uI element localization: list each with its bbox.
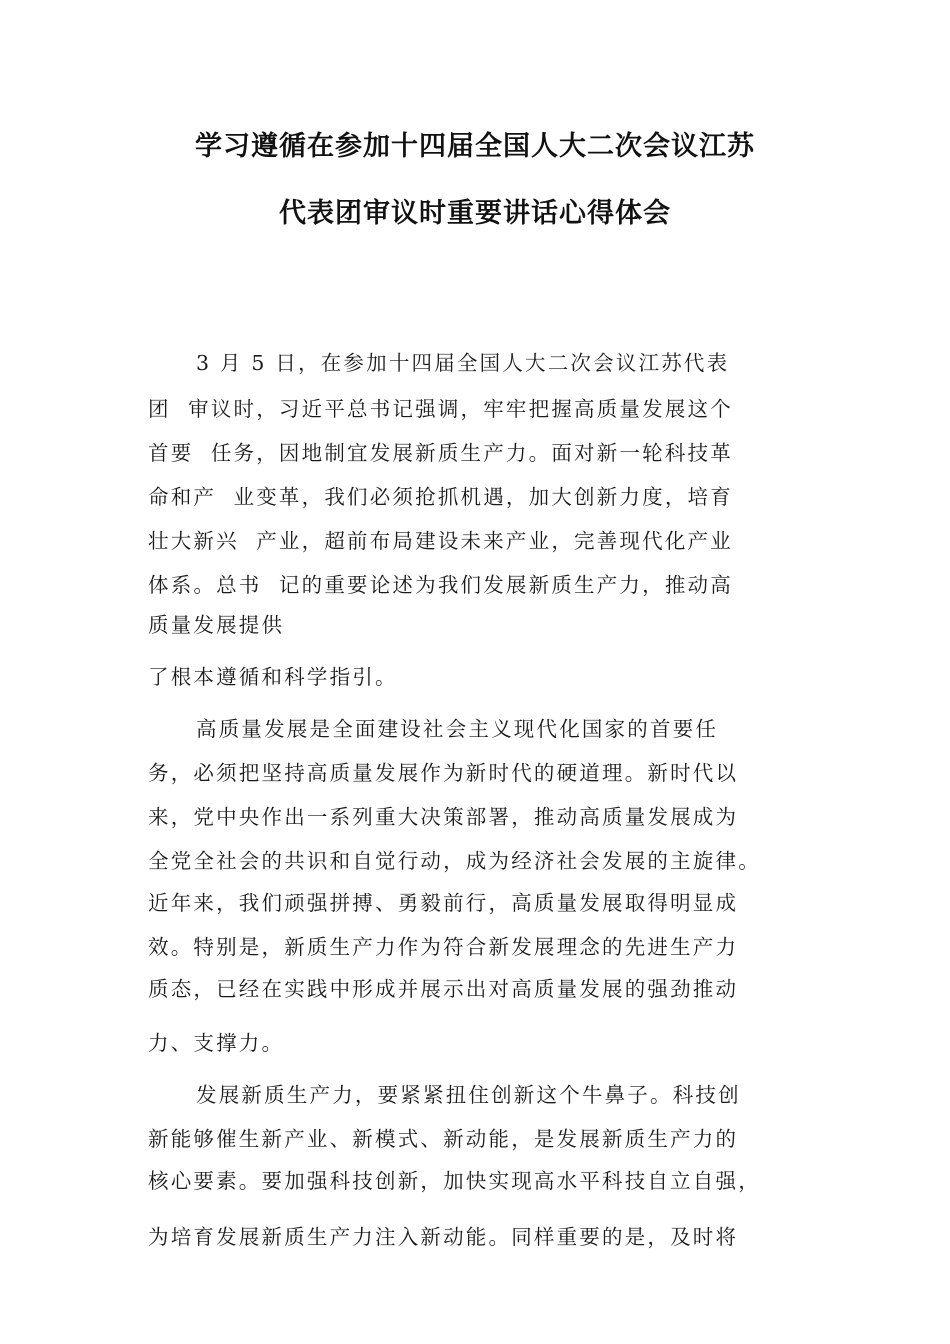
paragraph-1-line-8: 了根本遵循和科学指引。: [148, 665, 398, 689]
paragraph-1-line-2: 团 审议时，习近平总书记强调，牢牢把握高质量发展这个: [148, 397, 733, 421]
paragraph-3-line-1: 发展新质生产力，要紧紧扭住创新这个牛鼻子。科技创: [196, 1083, 741, 1107]
paragraph-1-line-4: 命和产 业变革，我们必须抢抓机遇，加大创新力度，培育: [148, 485, 733, 509]
paragraph-3-line-3: 核心要素。要加强科技创新，加快实现高水平科技自立自强，: [148, 1169, 761, 1193]
paragraph-1-line-1: 3 月 5 日，在参加十四届全国人大二次会议江苏代表: [196, 351, 730, 375]
paragraph-2-line-7: 质态，已经在实践中形成并展示出对高质量发展的强劲推动: [148, 977, 739, 1001]
paragraph-3-line-2: 新能够催生新产业、新模式、新动能，是发展新质生产力的: [148, 1127, 739, 1151]
paragraph-2-line-4: 全党全社会的共识和自觉行动，成为经济社会发展的主旋律。: [148, 849, 761, 873]
paragraph-1-line-6: 体系。总书 记的重要论述为我们发展新质生产力，推动高: [148, 573, 733, 597]
document-title-line-1: 学习遵循在参加十四届全国人大二次会议江苏: [195, 131, 755, 162]
paragraph-1-line-3: 首要 任务，因地制宜发展新质生产力。面对新一轮科技革: [148, 441, 733, 465]
paragraph-1-line-7: 质量发展提供: [148, 613, 285, 637]
paragraph-2-line-6: 效。特别是，新质生产力作为符合新发展理念的先进生产力: [148, 935, 739, 959]
paragraph-2-line-3: 来，党中央作出一系列重大决策部署，推动高质量发展成为: [148, 805, 739, 829]
paragraph-2-line-8: 力、支撑力。: [148, 1031, 285, 1055]
paragraph-2-line-5: 近年来，我们顽强拼搏、勇毅前行，高质量发展取得明显成: [148, 891, 739, 915]
paragraph-2-line-2: 务，必须把坚持高质量发展作为新时代的硬道理。新时代以: [148, 761, 739, 785]
paragraph-3-line-4: 为培育发展新质生产力注入新动能。同样重要的是，及时将: [148, 1225, 739, 1249]
paragraph-1-line-5: 壮大新兴 产业，超前布局建设未来产业，完善现代化产业: [148, 529, 733, 553]
document-title-line-2: 代表团审议时重要讲话心得体会: [279, 198, 671, 229]
paragraph-2-line-1: 高质量发展是全面建设社会主义现代化国家的首要任: [196, 717, 719, 741]
